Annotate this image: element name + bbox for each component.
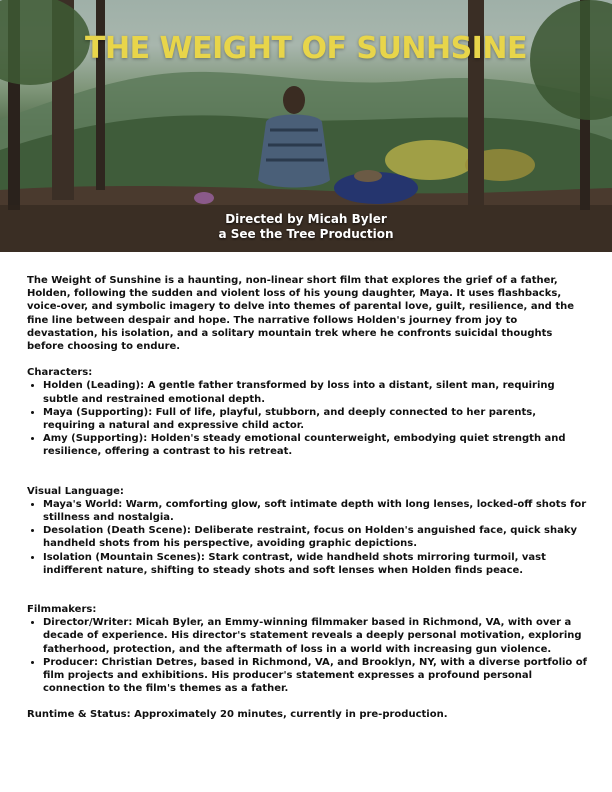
- list-item: • Amy (Supporting): Holden's steady emotional counterweight, embodying quiet strength and resilience, offering a contrast to his retreat.: [43, 432, 587, 458]
- list-item: • Maya's World: Warm, comforting glow, soft intimate depth with long lenses, locked-off shots for stillness and nostalgia.: [43, 498, 587, 524]
- poster-credits: [0, 212, 612, 242]
- runtime-status: Runtime & Status: Approximately 20 minutes, currently in pre-production.: [27, 709, 448, 721]
- director-credit: Directed by Micah Byler: [225, 212, 387, 226]
- list-item: • Holden (Leading): A gentle father transformed by loss into a distant, silent man, requiring subtle and restrained emotional depth.: [43, 379, 587, 405]
- synopsis-paragraph: The Weight of Sunshine is a haunting, non-linear short film that explores the grief of a father, Holden, following the sudden and violent loss of his young daughter, Maya. It uses flashbacks, voice-over, and symbolic imagery to delve into themes of parental love, guilt, resilience, and the fine line between despair and hope. The narrative follows Holden's journey from joy to devastation, his isolation, and a solitary mountain trek where he confronts suicidal thoughts before choosing to endure.: [27, 275, 575, 353]
- film-title: THE WEIGHT OF SUNHSINE: [85, 31, 527, 66]
- poster-image: [0, 0, 612, 252]
- document-body: [27, 274, 587, 722]
- production-credit: a See the Tree Production: [218, 227, 394, 241]
- filmmakers-list: [27, 616, 587, 695]
- list-item: • Producer: Christian Detres, based in Richmond, VA, and Brooklyn, NY, with a diverse portfolio of film projects and exhibitions. His producer's statement expresses a profound personal connection to the film's themes as a father.: [43, 656, 587, 696]
- list-item: • Desolation (Death Scene): Deliberate restraint, focus on Holden's anguished face, quick shaky handheld shots from his perspective, avoiding graphic depictions.: [43, 524, 587, 550]
- filmmakers-heading: Filmmakers:: [27, 604, 97, 616]
- characters-list: [27, 379, 587, 458]
- list-item: • Maya (Supporting): Full of life, playful, stubborn, and deeply connected to her parents, requiring a natural and expressive child actor.: [43, 406, 587, 432]
- list-item: • Isolation (Mountain Scenes): Stark contrast, wide handheld shots mirroring turmoil, vast indifferent nature, shifting to steady shots and soft lenses when Holden finds peace.: [43, 551, 587, 577]
- visual-language-list: [27, 498, 587, 577]
- list-item: • Director/Writer: Micah Byler, an Emmy-winning filmmaker based in Richmond, VA, with over a decade of experience. His director's statement reveals a deeply personal motivation, exploring fatherhood, protection, and the aftermath of loss in a world with increasing gun violence.: [43, 616, 587, 656]
- visual-language-heading: Visual Language:: [27, 485, 124, 497]
- characters-heading: Characters:: [27, 367, 93, 379]
